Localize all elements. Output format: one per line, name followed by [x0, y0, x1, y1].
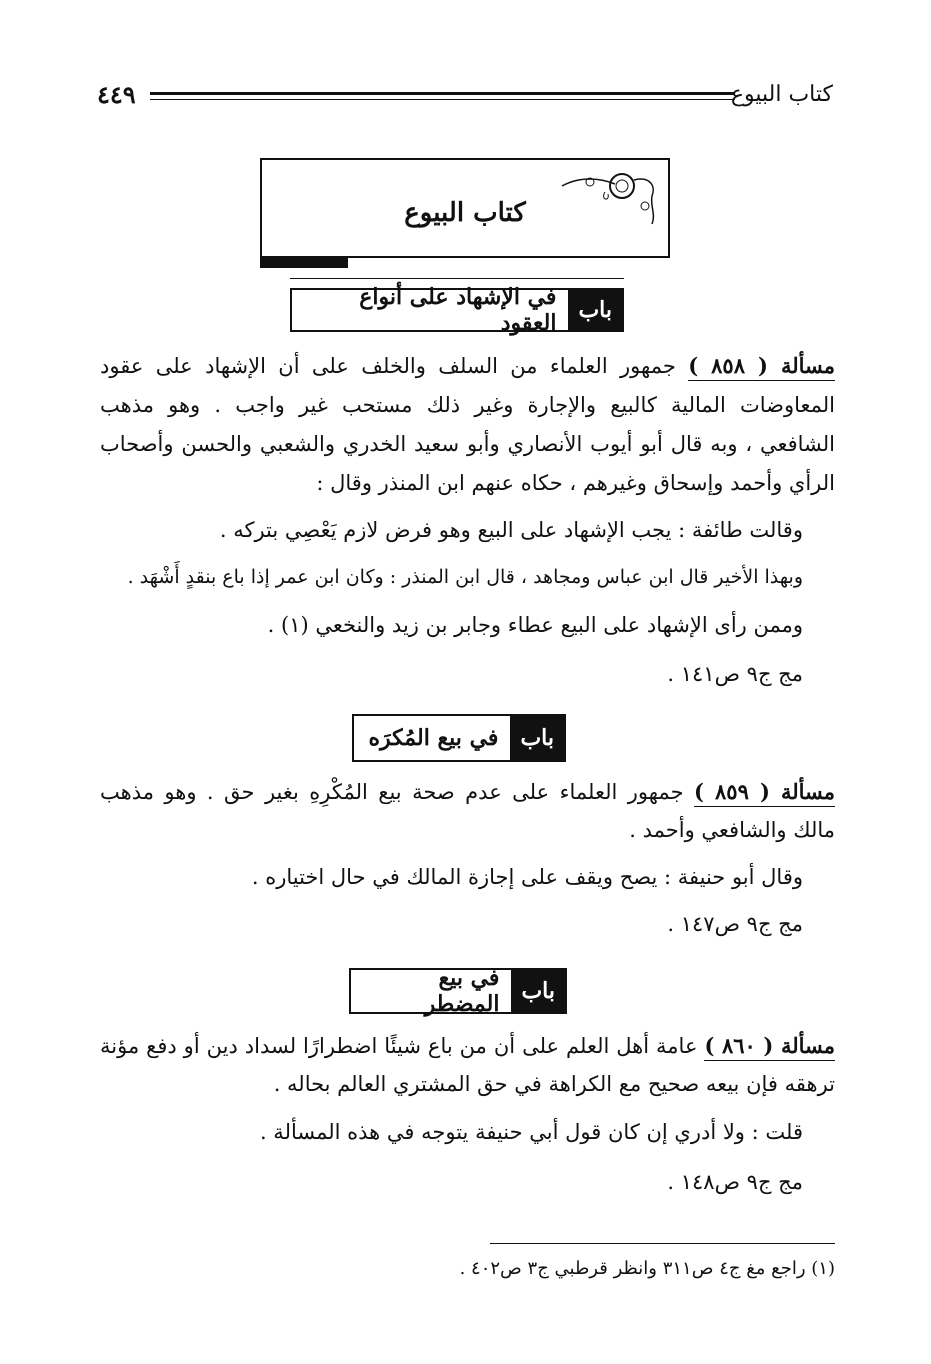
text-line — [100, 1033, 835, 1058]
bab-label: باب — [510, 716, 564, 760]
chapter-title: كتاب البيوع — [404, 198, 526, 228]
text-line: وممن رأى الإشهاد على البيع عطاء وجابر بن زيد والنخعي (١) . — [267, 613, 803, 637]
masala-label: مسألة ( ٨٦٠ ) — [704, 1033, 835, 1061]
chapter-box-shadow — [260, 258, 348, 268]
footnote-rule — [490, 1243, 835, 1244]
line-text: جمهور العلماء من السلف والخلف على أن الإشهاد على عقود — [100, 354, 676, 378]
text-line: الرأي وأحمد وإسحاق وغيرهم ، حكاه عنهم ابن المنذر وقال : — [316, 471, 835, 495]
reference: مج ج٩ ص١٤١ . — [667, 662, 803, 686]
reference: مج ج٩ ص١٤٧ . — [667, 912, 803, 936]
bab-heading — [349, 965, 567, 1017]
text-line — [100, 779, 835, 804]
header-rule — [150, 92, 735, 95]
bab-title: في بيع المُكرَه — [368, 725, 499, 751]
text-line: مالك والشافعي وأحمد . — [629, 818, 835, 842]
masala-label: مسألة ( ٨٥٨ ) — [688, 353, 835, 381]
bab-top-rule — [290, 278, 624, 279]
bab-heading — [290, 284, 624, 336]
bab-label: باب — [568, 290, 622, 330]
page-number: ٤٤٩ — [97, 80, 136, 109]
bab-title: في بيع المضطر — [424, 965, 500, 1017]
text-line: المعاوضات المالية كالبيع والإجارة وغير ذلك مستحب غير واجب . وهو مذهب — [100, 393, 835, 417]
line-text: عامة أهل العلم على أن من باع شيئًا اضطرارًا لسداد دين أو دفع مؤنة — [100, 1034, 698, 1058]
footnote: (١) راجع مغ ج٤ ص٣١١ وانظر قرطبي ج٣ ص٤٠٢ . — [459, 1258, 835, 1279]
text-line: قلت : ولا أدري إن كان قول أبي حنيفة يتوجه في هذه المسألة . — [259, 1120, 803, 1144]
chapter-title-box — [260, 158, 670, 258]
text-line: وقالت طائفة : يجب الإشهاد على البيع وهو فرض لازم يَعْصِي بتركه . — [219, 518, 803, 542]
masala-label: مسألة ( ٨٥٩ ) — [694, 779, 835, 807]
reference: مج ج٩ ص١٤٨ . — [667, 1170, 803, 1194]
text-line: وبهذا الأخير قال ابن عباس ومجاهد ، قال ابن المنذر : وكان ابن عمر إذا باع بنقدٍ أَشْهَد . — [127, 566, 803, 588]
bab-heading — [352, 714, 566, 762]
running-title: كتاب البيوع — [730, 82, 833, 107]
text-line — [100, 353, 835, 378]
bab-label: باب — [511, 970, 565, 1012]
text-line: وقال أبو حنيفة : يصح ويقف على إجازة المالك في حال اختياره . — [251, 865, 803, 889]
text-line: ترهقه فإن بيعه صحيح مع الكراهة في حق المشتري العالم بحاله . — [273, 1072, 835, 1096]
text-line: الشافعي ، وبه قال أبو أيوب الأنصاري وأبو سعيد الخدري والشعبي والحسن وأصحاب — [100, 432, 835, 456]
line-text: جمهور العلماء على عدم صحة بيع المُكْرِهِ بغير حق . وهو مذهب — [100, 780, 684, 804]
bab-title: في الإشهاد على أنواع العقود — [359, 284, 557, 336]
header-rule-thin — [150, 99, 735, 100]
